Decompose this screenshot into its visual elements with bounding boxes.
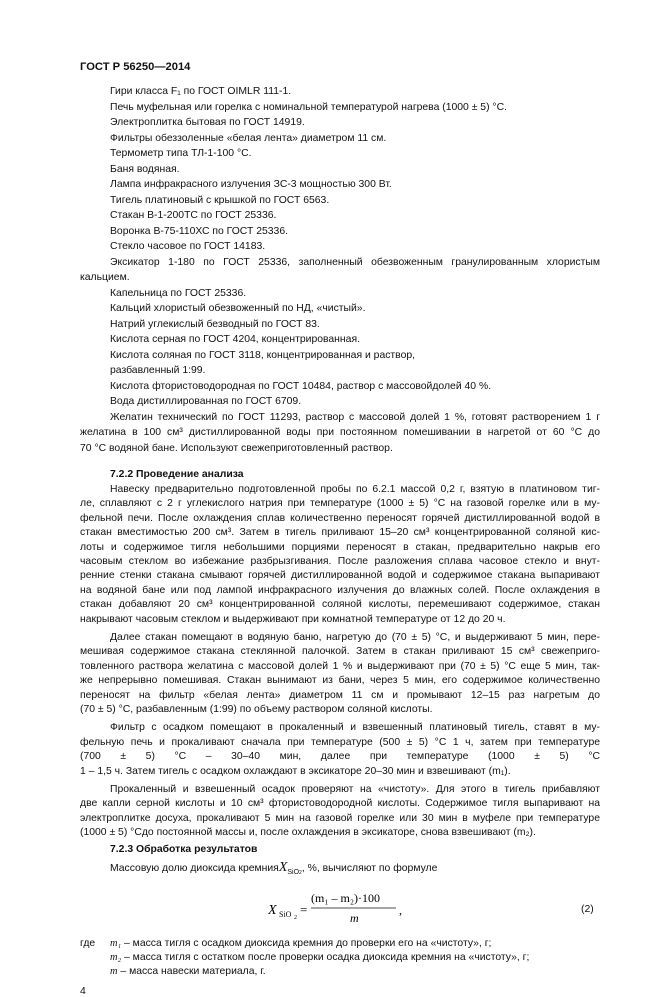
equipment-item: желатина в 100 см³ дистиллированной воды при постоянном помешивании в нагретой от 60 °С до bbox=[80, 427, 600, 438]
equipment-item: 70 °С водяной бане. Используют свежеприготовленный раствор. bbox=[80, 442, 393, 454]
formula-denominator: m bbox=[350, 910, 359, 925]
formula-numerator: (m₁ – m₂)·100 bbox=[311, 890, 381, 905]
paragraph-line: часовым стеклом во избежание разбрызгивания. После разложения сплава часовое стекло и внут- bbox=[80, 556, 600, 567]
equipment-item: Термометр типа ТЛ-1-100 °С. bbox=[110, 148, 252, 159]
equipment-item: Желатин технический по ГОСТ 11293, раствор с массовой долей 1 %, готовят растворением 1 г bbox=[110, 411, 600, 423]
equipment-item: Электроплитка бытовая по ГОСТ 14919. bbox=[110, 117, 305, 128]
paragraph-line: стакан вместимостью 200 см³. Затем в тигель приливают 15–20 см³ концентрированной соляной кис- bbox=[80, 527, 600, 539]
formula-tail: , bbox=[399, 902, 402, 917]
section-heading-7-2-2: 7.2.2 Проведение анализа bbox=[110, 469, 244, 480]
where-label: где bbox=[80, 937, 96, 949]
legend-text: – масса тигля с остатком после проверки осадка диоксида кремния на «чистоту», г; bbox=[121, 951, 530, 963]
equipment-item: Стекло часовое по ГОСТ 14183. bbox=[110, 241, 266, 252]
paragraph-line: Фильтр с осадком помещают в прокаленный и взвешенный платиновый тигель, ставят в му- bbox=[110, 722, 600, 734]
equipment-item: Баня водяная. bbox=[110, 163, 180, 175]
paragraph-line: (70 ± 5) °С, разбавленным (1:99) по объему раствором соляной кислоты. bbox=[80, 704, 433, 715]
paragraph-line: переносят на фильтр «белая лента» диаметром 11 см и промывают 12–15 раз нагретым до bbox=[80, 689, 600, 701]
equipment-item: Кислота соляная по ГОСТ 3118, концентрированная и раствор, bbox=[110, 349, 416, 361]
paragraph-line: Далее стакан помещают в водяную баню, нагретую до (70 ± 5) °С, и выдерживают 5 мин, пере- bbox=[110, 632, 600, 643]
intro-subscript-2: 2 bbox=[299, 869, 302, 876]
equipment-item: Кальций хлористый обезвоженный по НД, «чистый». bbox=[110, 303, 366, 314]
equipment-item: Воронка В-75-110ХС по ГОСТ 25336. bbox=[110, 225, 288, 237]
equipment-item: Капельница по ГОСТ 25336. bbox=[110, 287, 247, 299]
intro-text: Массовую долю диоксида кремния bbox=[110, 862, 279, 874]
equipment-item: Вода дистиллированная по ГОСТ 6709. bbox=[110, 396, 302, 407]
formula-lhs: X bbox=[268, 902, 277, 918]
legend-text: – масса навески материала, г. bbox=[117, 965, 266, 977]
equipment-item: Лампа инфракрасного излучения ЗС-3 мощностью 300 Вт. bbox=[110, 179, 392, 190]
equipment-item: Кислота фтористоводородная по ГОСТ 10484, раствор с массовойдолей 40 %. bbox=[110, 380, 492, 392]
page-number: 4 bbox=[80, 985, 86, 997]
legend-item bbox=[110, 952, 529, 964]
formula-2 bbox=[268, 888, 428, 928]
legend-item bbox=[110, 938, 491, 950]
paragraph-line: (700 ± 5) °С – 30–40 мин, далее при температуре (1000 ± 5) °С bbox=[80, 751, 600, 763]
legend-item bbox=[110, 966, 266, 978]
document-header: ГОСТ Р 56250—2014 bbox=[80, 61, 191, 73]
formula-svg bbox=[268, 888, 428, 928]
paragraph-line: товленного раствора желатина с массовой долей 1 % и выдерживают при (70 ± 5) °С еще 5 мин, так- bbox=[80, 660, 600, 672]
formula-number: (2) bbox=[581, 903, 594, 915]
equipment-item: Гири класса F₁ по ГОСТ OIMLR 111-1. bbox=[110, 86, 292, 97]
paragraph-line: Прокаленный и взвешенный осадок проверяют на «чистоту». Для этого в тигель прибавляют bbox=[110, 784, 600, 795]
section-heading-7-2-3: 7.2.3 Обработка результатов bbox=[110, 843, 258, 855]
paragraph-line: Навеску предварительно подготовленной пробы по 6.2.1 массой 0,2 г, взятую в платиновом тиг- bbox=[110, 484, 600, 495]
legend-symbol: m₂ bbox=[110, 951, 122, 963]
legend-symbol: m bbox=[110, 965, 118, 977]
paragraph-line: же непрерывно помешивая. Стакан вынимают из бани, через 5 мин, его содержимое количественно bbox=[80, 675, 600, 687]
paragraph-line: две капли серной кислоты и 10 см³ фтористоводородной кислоты. Содержимое тигля выпаривают на bbox=[80, 798, 600, 810]
intro-symbol: X bbox=[278, 859, 288, 875]
paragraph-line: (1000 ± 5) °Сдо постоянной массы и, после охлаждения в эксикаторе, снова взвешивают (m₂). bbox=[80, 827, 536, 839]
intro-tail: , %, вычисляют по формуле bbox=[301, 862, 438, 874]
equipment-item: Эксикатор 1-180 по ГОСТ 25336, заполненный обезвоженным гранулированным хлористым bbox=[110, 256, 600, 268]
paragraph-line: лоты и содержимое тигля небольшими порциями переносят в стакан, предварительно накрыв его bbox=[80, 541, 600, 553]
formula-lhs-sub2: 2 bbox=[294, 914, 297, 921]
paragraph-line: электроплитке досуха, прокаливают 5 мин на газовой горелке или 30 мин в муфеле при температуре bbox=[80, 812, 600, 824]
paragraph-line: накрывают часовым стеклом и выдерживают при комнатной температуре от 12 до 20 ч. bbox=[80, 613, 506, 625]
legend-text: – масса тигля с осадком диоксида кремния до проверки его на «чистоту», г; bbox=[121, 937, 492, 949]
paragraph-line: ле, сплавляют с 2 г углекислого натрия при температуре (1000 ± 5) °С на газовой горелке или в му- bbox=[80, 498, 600, 510]
equipment-item: Кислота серная по ГОСТ 4204, концентрированная. bbox=[110, 334, 360, 345]
equipment-item: Стакан В-1-200ТС по ГОСТ 25336. bbox=[110, 210, 277, 221]
paragraph-line: 1 – 1,5 ч. Затем тигель с осадком охлаждают в эксикаторе 20–30 мин и взвешивают (m₁). bbox=[80, 765, 511, 777]
paragraph-line: на водяной бане или под лампой инфракрасного излучения до влажных солей. После охлаждения в bbox=[80, 584, 600, 596]
paragraph-line: фельную печь и прокаливают сначала при температуре (500 ± 5) °С 1 ч, затем при температуре bbox=[80, 736, 600, 748]
paragraph-line: мешивая содержимое стакана стеклянной палочкой. Затем в стакан приливают 15 см³ свежеприго- bbox=[80, 646, 600, 658]
equipment-item: Печь муфельная или горелка с номинальной температурой нагрева (1000 ± 5) °С. bbox=[110, 101, 507, 113]
equipment-item: Фильтры обеззоленные «белая лента» диаметром 11 см. bbox=[110, 132, 387, 144]
equipment-item: кальцием. bbox=[80, 272, 130, 283]
legend-symbol: m₁ bbox=[110, 937, 122, 949]
formula-intro bbox=[110, 859, 438, 876]
paragraph-line: фельной печи. После охлаждения сплав количественно переносят горячей дистиллированной водой в bbox=[80, 512, 600, 524]
equipment-item: Тигель платиновый с крышкой по ГОСТ 6563. bbox=[110, 194, 330, 206]
paragraph-line: ренние стенки стакана смывают горячей дистиллированной водой и содержимое стакана выпаривают bbox=[80, 570, 600, 582]
equipment-item: Натрий углекислый безводный по ГОСТ 83. bbox=[110, 318, 320, 330]
formula-lhs-sub: SiO bbox=[279, 909, 292, 919]
intro-subscript: SiO bbox=[287, 868, 300, 876]
formula-equals: = bbox=[300, 901, 308, 917]
equipment-item: разбавленный 1:99. bbox=[110, 365, 206, 376]
paragraph-line: стакан добавляют 20 см³ концентрированной соляной кислоты, перемешивают содержимое, стакан bbox=[80, 599, 600, 611]
